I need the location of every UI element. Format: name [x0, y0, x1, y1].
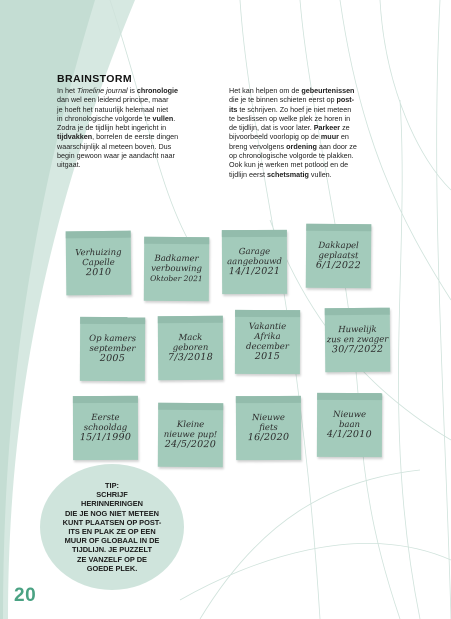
tip-text-line: TIP: — [105, 480, 119, 490]
text-run: die je te binnen schieten eerst op — [229, 95, 337, 105]
text-line — [229, 123, 395, 132]
note-text: september — [89, 343, 136, 355]
note-text: zus en zwager — [326, 334, 389, 346]
tip-text-line: GOEDE PLEK. — [86, 563, 138, 573]
text-run: bijvoorbeeld voorlopig op de — [229, 132, 321, 142]
text-run: its — [229, 104, 238, 114]
note-date: 30/7/2022 — [331, 343, 384, 356]
page-number: 20 — [14, 585, 37, 606]
note-date: 2015 — [254, 350, 281, 363]
note-date: 15/1/1990 — [79, 431, 132, 444]
text-line — [57, 105, 217, 114]
text-line — [229, 151, 395, 160]
text-run: ze — [340, 123, 350, 133]
text-line — [229, 86, 395, 95]
text-run: aan door ze — [316, 141, 357, 151]
text-line — [229, 132, 395, 141]
text-run: tijdvakken — [57, 132, 93, 142]
post-it-note-12 — [317, 393, 382, 457]
post-it-note-9 — [73, 396, 138, 460]
note-subtext: Oktober 2021 — [150, 273, 203, 284]
tip-text-line: TIJDLIJN. JE PUZZELT — [72, 545, 152, 555]
note-date: 2010 — [85, 266, 112, 279]
note-text: aangebouwd — [227, 256, 282, 268]
text-line — [229, 160, 395, 169]
text-run: ordening — [286, 141, 317, 151]
note-text: Kleine — [176, 419, 205, 431]
text-run: Timeline journal — [76, 86, 128, 95]
text-run: vullen — [152, 113, 174, 123]
note-date: 7/3/2018 — [167, 351, 214, 364]
section-heading: BRAINSTORM — [57, 73, 132, 85]
text-run: tijdlijn eerst — [229, 169, 267, 179]
text-run: , borrelen de eerste dingen — [92, 132, 179, 142]
text-line — [229, 142, 395, 151]
tip-text-line: SCHRIJF — [96, 490, 128, 500]
text-run: breng vervolgens — [229, 141, 287, 151]
note-text: Capelle — [82, 257, 115, 269]
intro-text-left — [57, 86, 217, 170]
post-it-adhesive-strip — [306, 224, 371, 232]
text-line — [229, 170, 395, 179]
post-it-adhesive-strip — [144, 237, 209, 244]
text-run: te schrijven. Zo hoef je niet meteen — [237, 104, 352, 114]
post-it-note-11 — [236, 396, 301, 460]
text-run: Ook kun je werken met potlood en de — [229, 160, 349, 170]
tip-text-line: KUNT PLAATSEN OP POST- — [62, 517, 162, 527]
note-text: Eerste — [91, 412, 120, 424]
text-line — [57, 142, 217, 151]
post-it-note-2 — [144, 237, 209, 301]
note-text: Dakkapel — [318, 240, 359, 252]
note-text: Huwelijk — [338, 324, 377, 336]
note-text: Badkamer — [154, 253, 199, 265]
post-it-note-1 — [66, 231, 132, 296]
text-line — [57, 86, 217, 95]
text-run: chronologie — [136, 86, 178, 95]
note-date: 2005 — [99, 352, 126, 365]
post-it-note-8 — [325, 308, 391, 373]
note-text: Mack — [178, 332, 203, 344]
post-it-note-4 — [306, 224, 372, 289]
tip-bubble — [40, 464, 184, 590]
text-run: begin gewoon waar je aandacht naar — [57, 151, 175, 161]
text-run: is — [127, 86, 137, 95]
text-run: gebeurtenissen — [301, 86, 355, 95]
text-run: te beslissen op welke plek ze horen in — [229, 113, 351, 123]
post-it-note-3 — [222, 230, 287, 294]
note-text: fiets — [259, 422, 278, 434]
note-text: Nieuwe — [333, 409, 367, 421]
text-run: schetsmatig — [266, 169, 309, 179]
text-line — [57, 123, 217, 132]
note-date: 14/1/2021 — [228, 265, 281, 278]
post-it-adhesive-strip — [80, 317, 145, 324]
text-run: dan wel een leidend principe, maar — [57, 95, 169, 105]
text-run: en — [338, 132, 349, 142]
text-run: in chronologische volgorde te — [57, 113, 153, 123]
note-text: verbouwing — [151, 263, 202, 275]
post-it-note-6 — [158, 316, 223, 380]
note-date: 6/1/2022 — [315, 259, 361, 272]
post-it-note-10 — [158, 403, 223, 467]
post-it-note-7 — [235, 310, 300, 374]
text-line — [57, 95, 217, 104]
note-text: schooldag — [83, 422, 128, 434]
note-text: Vakantie — [248, 321, 287, 333]
note-date: 24/5/2020 — [164, 438, 217, 451]
note-text: geplaatst — [318, 250, 359, 262]
intro-text-right — [229, 86, 395, 179]
text-run: de tijdlijn, dat is voor later. — [229, 123, 314, 133]
post-it-adhesive-strip — [235, 310, 300, 317]
text-line — [229, 95, 395, 104]
text-run: . — [173, 113, 176, 123]
text-line — [57, 151, 217, 160]
text-run: je hoeft het natuurlijk helemaal niet — [57, 104, 169, 114]
text-run: Parkeer — [313, 123, 341, 133]
tip-text-line: HERINNERINGEN — [80, 499, 143, 509]
note-text: Garage — [238, 246, 271, 258]
note-date: 4/1/2010 — [326, 428, 373, 441]
tip-text-line: ITS EN PLAK ZE OP EEN — [68, 527, 156, 536]
text-line — [229, 114, 395, 123]
text-line — [57, 114, 217, 123]
note-text: Afrika — [254, 331, 281, 343]
note-text: Verhuizing — [75, 247, 122, 259]
note-text: Op kamers — [89, 333, 137, 345]
text-run: uitgaat. — [57, 160, 81, 170]
text-run: op chronologische volgorde te plakken. — [229, 151, 354, 161]
text-run: Zodra je de tijdlijn hebt ingericht in — [57, 123, 167, 133]
note-text: baan — [338, 419, 361, 431]
post-it-adhesive-strip — [158, 316, 223, 323]
note-text: geboren — [172, 342, 209, 354]
note-text: nieuwe pup! — [163, 429, 218, 441]
post-it-adhesive-strip — [325, 308, 390, 316]
tip-text-line: DIE JE NOG NIET METEEN — [64, 508, 160, 518]
text-run: waarschijnlijk al meteen boven. Dus — [57, 141, 172, 151]
text-run: muur — [320, 132, 339, 142]
text-line — [57, 132, 217, 141]
note-text: december — [246, 341, 289, 353]
note-text: Nieuwe — [251, 412, 285, 424]
text-line — [57, 160, 217, 169]
text-line — [229, 105, 395, 114]
text-run: Het kan helpen om de — [229, 86, 302, 95]
post-it-adhesive-strip — [158, 403, 223, 410]
post-it-adhesive-strip — [236, 396, 301, 403]
tip-text-line: MUUR OF GLOBAAL IN DE — [64, 536, 160, 546]
text-run: post- — [336, 95, 355, 105]
text-run: In het — [57, 86, 77, 95]
post-it-adhesive-strip — [66, 231, 131, 239]
note-date: 16/2020 — [247, 431, 290, 444]
post-it-adhesive-strip — [317, 393, 382, 400]
post-it-adhesive-strip — [222, 230, 287, 237]
post-it-adhesive-strip — [73, 396, 138, 403]
tip-text-line: ZE VANZELF OP DE — [77, 554, 147, 564]
text-run: vullen. — [308, 169, 332, 179]
post-it-note-5 — [80, 317, 145, 381]
